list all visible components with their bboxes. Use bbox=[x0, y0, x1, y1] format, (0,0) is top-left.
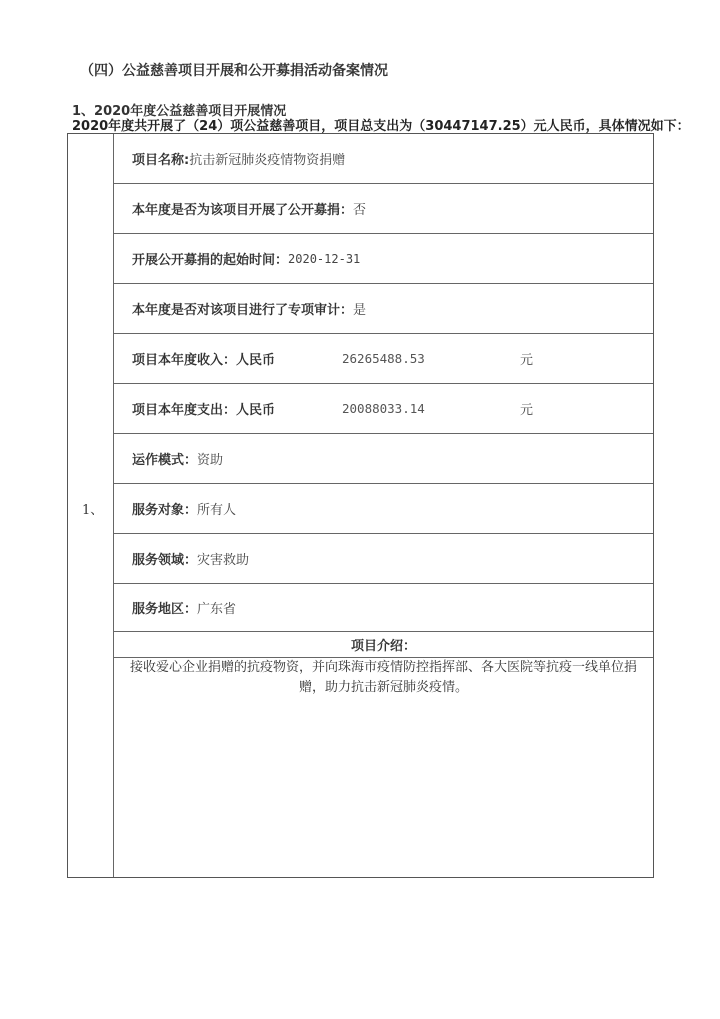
value: 2020-12-31 bbox=[288, 251, 361, 266]
intro-heading bbox=[114, 632, 653, 658]
row-special-audit bbox=[114, 284, 653, 334]
label: 项目名称: bbox=[132, 153, 190, 168]
value: 是 bbox=[353, 303, 367, 318]
label: 运作模式： bbox=[132, 453, 198, 468]
value: 灾害救助 bbox=[197, 553, 250, 568]
row-service-target bbox=[114, 484, 653, 534]
label: 本年度是否为该项目开展了公开募捐： bbox=[132, 203, 354, 218]
value: 广东省 bbox=[197, 602, 237, 617]
label: 服务领域： bbox=[132, 553, 198, 568]
value: 否 bbox=[353, 203, 367, 218]
row-public-fundraising bbox=[114, 184, 653, 234]
expense-amount: 20088033.14 bbox=[342, 401, 425, 416]
row-service-field bbox=[114, 534, 653, 584]
row-expense bbox=[114, 384, 653, 434]
row-project-name bbox=[114, 134, 653, 184]
subsection-title: 1、2020年度公益慈善项目开展情况 bbox=[72, 104, 287, 119]
currency-unit: 元 bbox=[520, 353, 534, 368]
project-index: 1、 bbox=[82, 503, 104, 518]
currency-unit: 元 bbox=[520, 403, 534, 418]
intro-heading-text: 项目介绍： bbox=[350, 639, 416, 654]
value: 资助 bbox=[197, 453, 224, 468]
value: 抗击新冠肺炎疫情物资捐赠 bbox=[189, 153, 346, 168]
label: 服务对象： bbox=[132, 503, 198, 518]
row-income bbox=[114, 334, 653, 384]
intro-text: 接收爱心企业捐赠的抗疫物资，并向珠海市疫情防控指挥部、各大医院等抗疫一线单位捐赠，助力抗击新冠肺炎疫情。 bbox=[129, 660, 637, 695]
value: 所有人 bbox=[197, 503, 237, 518]
label: 本年度是否对该项目进行了专项审计： bbox=[132, 303, 354, 318]
row-service-region bbox=[114, 584, 653, 632]
label: 服务地区： bbox=[132, 602, 198, 617]
label: 开展公开募捐的起始时间： bbox=[132, 253, 289, 268]
index-column bbox=[68, 134, 114, 877]
project-table bbox=[67, 133, 654, 878]
label: 项目本年度收入：人民币 bbox=[132, 353, 276, 368]
income-amount: 26265488.53 bbox=[342, 351, 425, 366]
section-title: （四）公益慈善项目开展和公开募捐活动备案情况 bbox=[80, 63, 388, 79]
summary-line: 2020年度共开展了（24）项公益慈善项目，项目总支出为（30447147.25）元人民币，具体情况如下： bbox=[72, 119, 690, 134]
label: 项目本年度支出：人民币 bbox=[132, 403, 276, 418]
row-start-date bbox=[114, 234, 653, 284]
row-operation-mode bbox=[114, 434, 653, 484]
